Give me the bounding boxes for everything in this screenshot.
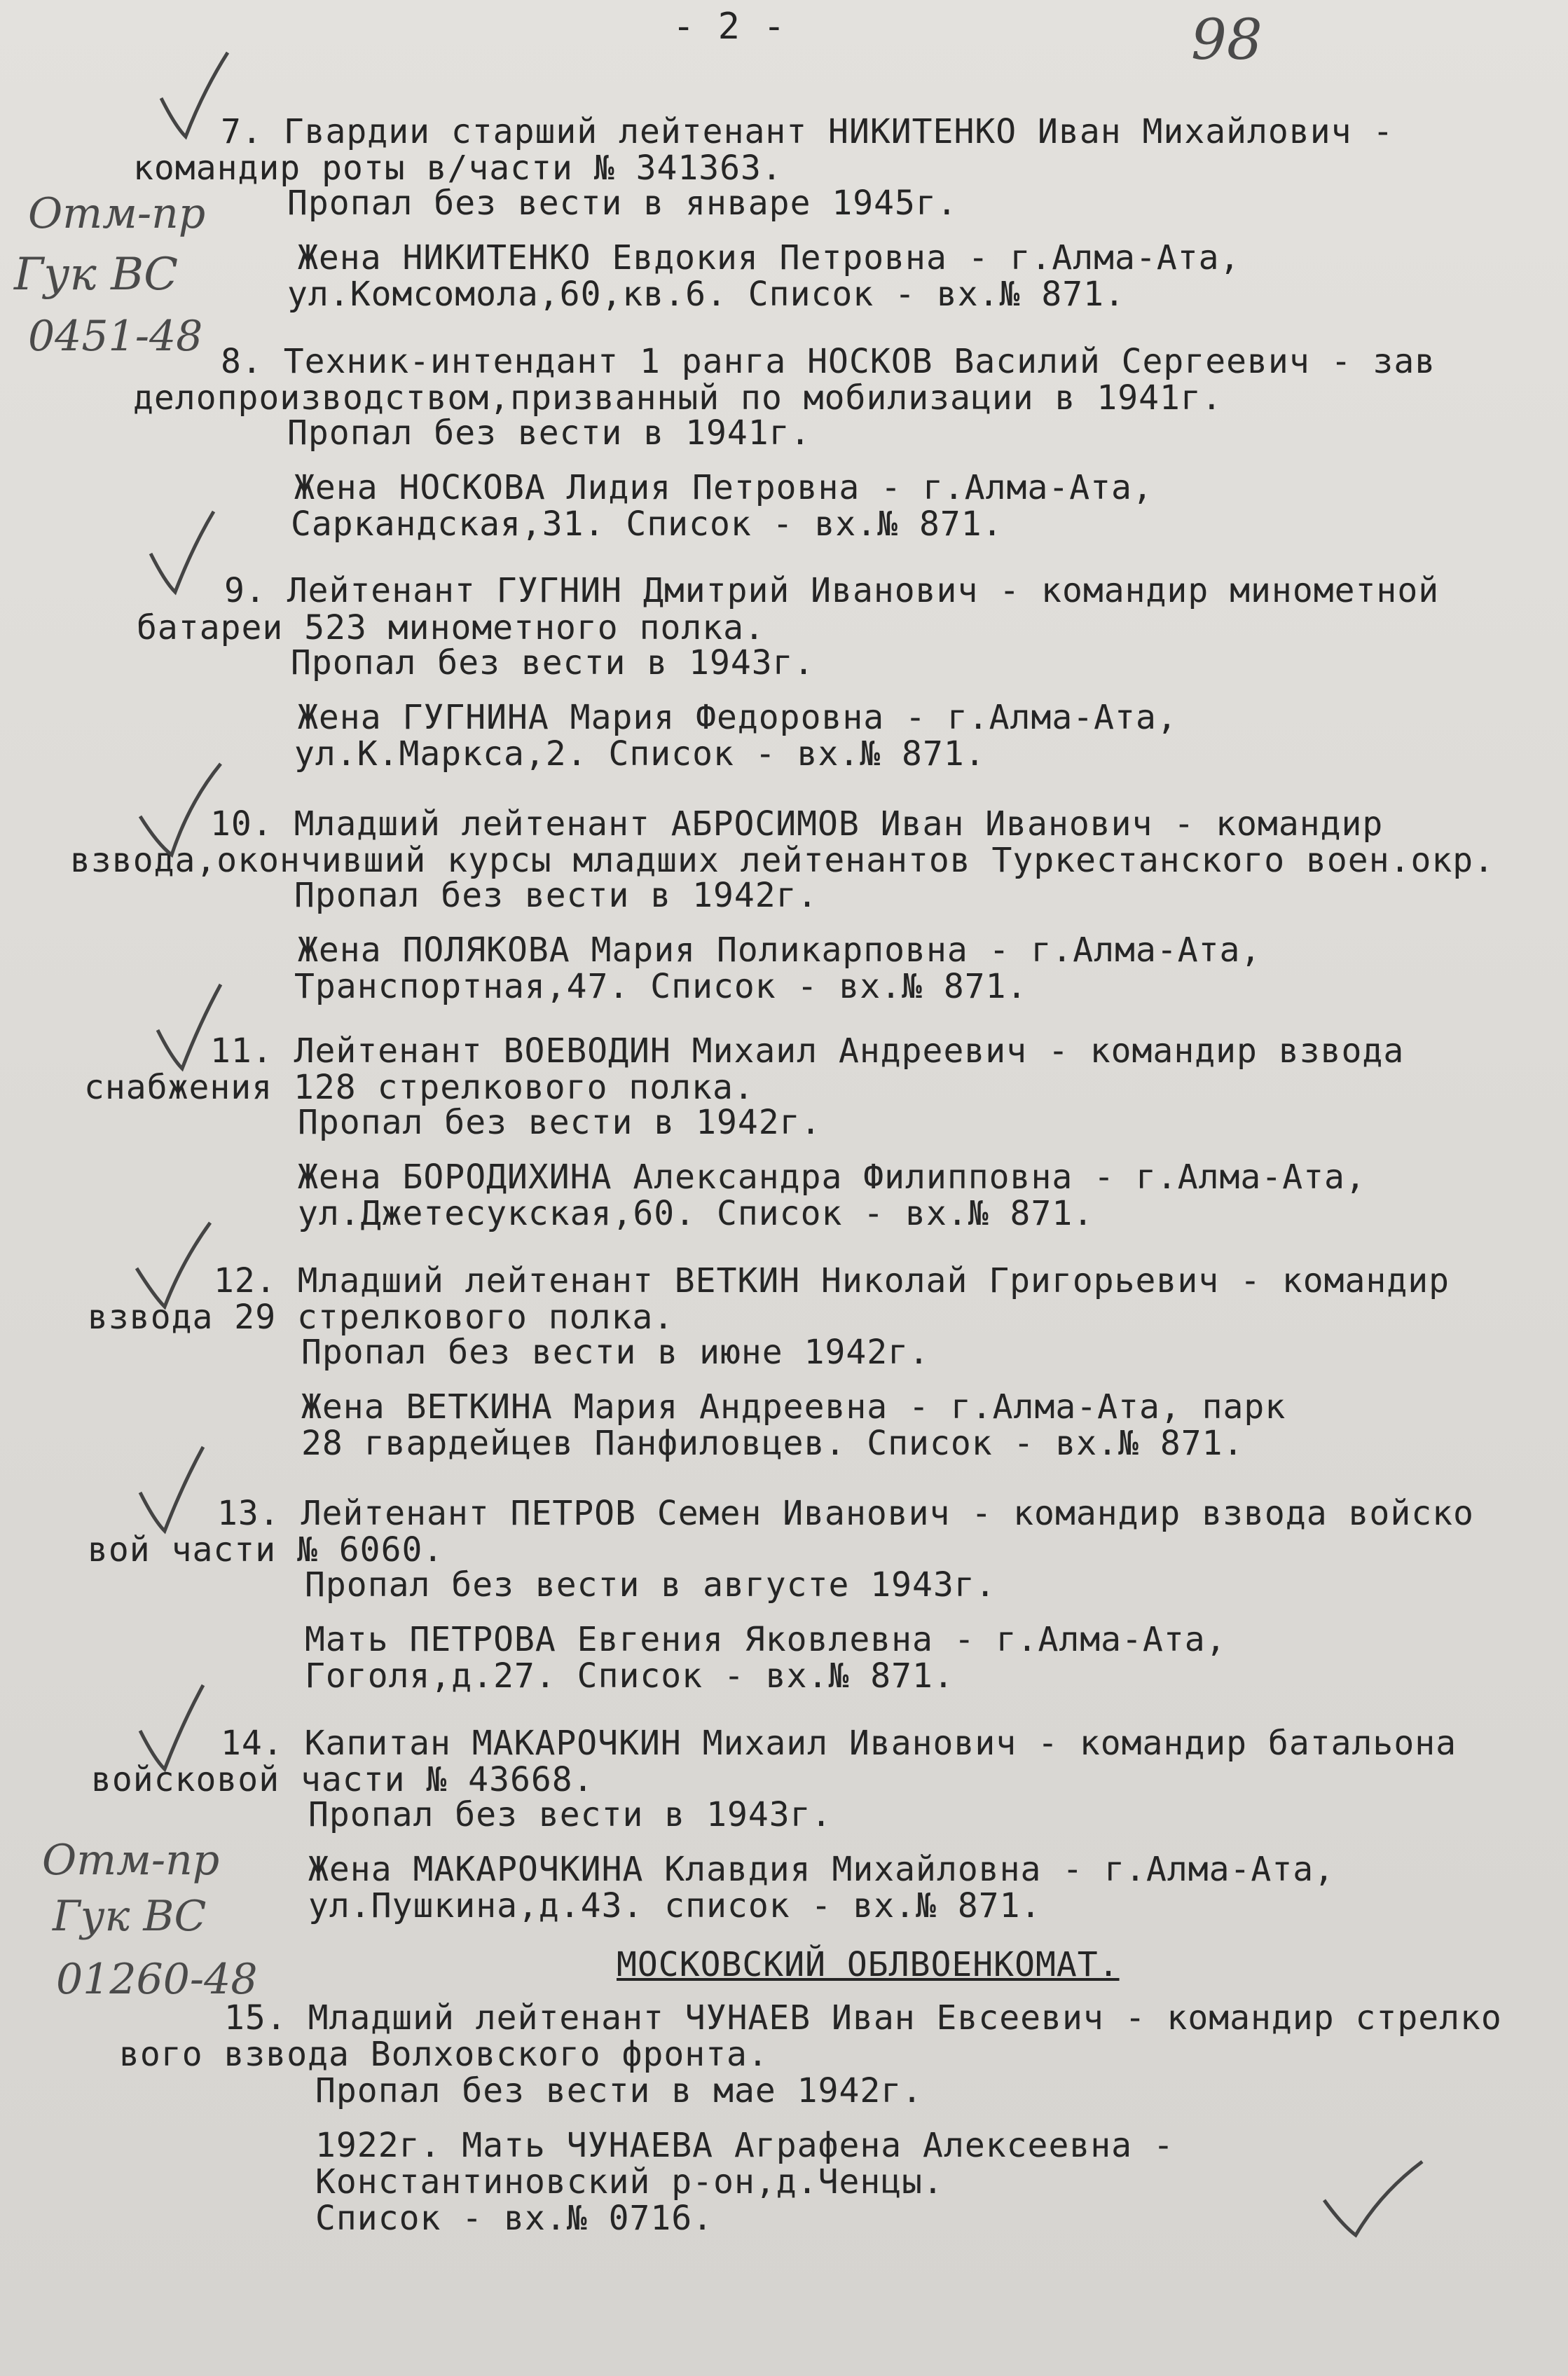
entry-12-kin2: 28 гвардейцев Панфиловцев. Список - вх.№ 871.	[301, 1424, 1244, 1463]
entry-14-kin1: Жена МАКАРОЧКИНА Клавдия Михайловна - г.Алма-Ата,	[308, 1850, 1335, 1889]
entry-14-line2: войсковой части № 43668.	[91, 1760, 594, 1799]
entry-12-line1: 12. Младший лейтенант ВЕТКИН Николай Григорьевич - командир	[214, 1261, 1450, 1300]
entry-11-kin2: ул.Джетесукская,60. Список - вх.№ 871.	[298, 1194, 1094, 1233]
entry-7-kin2: ул.Комсомола,60,кв.6. Список - вх.№ 871.	[287, 275, 1125, 314]
margin-note-1-line3: 0451-48	[28, 312, 203, 361]
entry-11-kin1: Жена БОРОДИХИНА Александра Филипповна - г.Алма-Ата,	[298, 1158, 1366, 1197]
entry-8-kin2: Саркандская,31. Список - вх.№ 871.	[291, 504, 1003, 544]
entry-10-kin1: Жена ПОЛЯКОВА Мария Поликарповна - г.Алма-Ата,	[298, 931, 1262, 970]
entry-14-line1: 14. Капитан МАКАРОЧКИН Михаил Иванович - командир батальона	[221, 1724, 1457, 1763]
entry-7-missing: Пропал без вести в январе 1945г.	[287, 184, 958, 223]
margin-note-1-line2: Гук ВС	[14, 249, 179, 301]
entry-9-line1: 9. Лейтенант ГУГНИН Дмитрий Иванович - командир минометной	[224, 571, 1440, 610]
entry-11-missing: Пропал без вести в 1942г.	[298, 1103, 822, 1142]
entry-13-line1: 13. Лейтенант ПЕТРОВ Семен Иванович - командир взвода войско	[217, 1494, 1474, 1533]
entry-9-missing: Пропал без вести в 1943г.	[291, 643, 815, 682]
entry-15-kin2: Константиновский р-он,д.Ченцы.	[315, 2162, 944, 2202]
section-header: МОСКОВСКИЙ ОБЛВОЕНКОМАТ.	[617, 1945, 1120, 1984]
check-mark-icon	[151, 981, 235, 1072]
check-mark-icon	[133, 760, 231, 858]
entry-8-missing: Пропал без вести в 1941г.	[287, 413, 811, 453]
margin-note-2-line2: Гук ВС	[53, 1892, 207, 1941]
page-number: - 2 -	[673, 6, 786, 48]
entry-13-kin2: Гоголя,д.27. Список - вх.№ 871.	[305, 1656, 954, 1696]
entry-12-line2: взвода 29 стрелкового полка.	[88, 1298, 675, 1337]
entry-15-line2: вого взвода Волховского фронта.	[119, 2035, 769, 2074]
check-mark-icon	[154, 49, 238, 140]
entry-8-line1: 8. Техник-интендант 1 ранга НОСКОВ Василий Сергеевич - зав	[221, 342, 1436, 381]
check-mark-icon	[133, 1682, 217, 1773]
entry-12-kin1: Жена ВЕТКИНА Мария Андреевна - г.Алма-Ата, парк	[301, 1387, 1286, 1427]
check-mark-icon	[1317, 2158, 1429, 2242]
entry-9-kin2: ул.К.Маркса,2. Список - вх.№ 871.	[294, 734, 986, 774]
entry-9-line2: батареи 523 минометного полка.	[137, 608, 765, 647]
entry-7-line2: командир роты в/части № 341363.	[133, 149, 783, 188]
entry-10-line2: взвода,окончивший курсы младших лейтенантов Туркестанского воен.окр.	[70, 841, 1495, 880]
check-mark-icon	[144, 504, 228, 596]
entry-7-line1: 7. Гвардии старший лейтенант НИКИТЕНКО Иван Михайлович -	[221, 112, 1394, 151]
entry-15-missing: Пропал без вести в мае 1942г.	[315, 2071, 923, 2110]
entry-7-kin1: Жена НИКИТЕНКО Евдокия Петровна - г.Алма-Ата,	[298, 238, 1241, 277]
entry-11-line1: 11. Лейтенант ВОЕВОДИН Михаил Андреевич - командир взвода	[210, 1031, 1405, 1071]
margin-note-2-line3: 01260-48	[56, 1955, 258, 2004]
entry-14-kin2: ул.Пушкина,д.43. список - вх.№ 871.	[308, 1886, 1042, 1925]
entry-9-kin1: Жена ГУГНИНА Мария Федоровна - г.Алма-Ата,	[298, 698, 1178, 737]
entry-10-line1: 10. Младший лейтенант АБРОСИМОВ Иван Иванович - командир	[210, 804, 1384, 844]
margin-note-1-line1: Отм-пр	[28, 189, 206, 238]
entry-12-missing: Пропал без вести в июне 1942г.	[301, 1333, 930, 1372]
entry-15-kin3: Список - вх.№ 0716.	[315, 2199, 714, 2238]
entry-10-missing: Пропал без вести в 1942г.	[294, 876, 818, 915]
entry-13-kin1: Мать ПЕТРОВА Евгения Яковлевна - г.Алма-Ата,	[305, 1620, 1227, 1659]
entry-13-missing: Пропал без вести в августе 1943г.	[305, 1565, 996, 1605]
entry-8-kin1: Жена НОСКОВА Лидия Петровна - г.Алма-Ата,	[294, 468, 1153, 507]
margin-note-2-line1: Отм-пр	[42, 1836, 220, 1885]
entry-14-missing: Пропал без вести в 1943г.	[308, 1795, 832, 1834]
entry-15-kin1: 1922г. Мать ЧУНАЕВА Аграфена Алексеевна -	[315, 2126, 1174, 2165]
entry-11-line2: снабжения 128 стрелкового полка.	[84, 1068, 755, 1107]
check-mark-icon	[130, 1219, 221, 1310]
check-mark-icon	[133, 1443, 217, 1534]
folio-number: 98	[1191, 7, 1263, 72]
entry-8-line2: делопроизводством,призванный по мобилизации в 1941г.	[133, 378, 1223, 418]
entry-10-kin2: Транспортная,47. Список - вх.№ 871.	[294, 967, 1028, 1006]
entry-13-line2: вой части № 6060.	[88, 1530, 444, 1570]
entry-15-line1: 15. Младший лейтенант ЧУНАЕВ Иван Евсеевич - командир стрелко	[224, 1998, 1502, 2038]
